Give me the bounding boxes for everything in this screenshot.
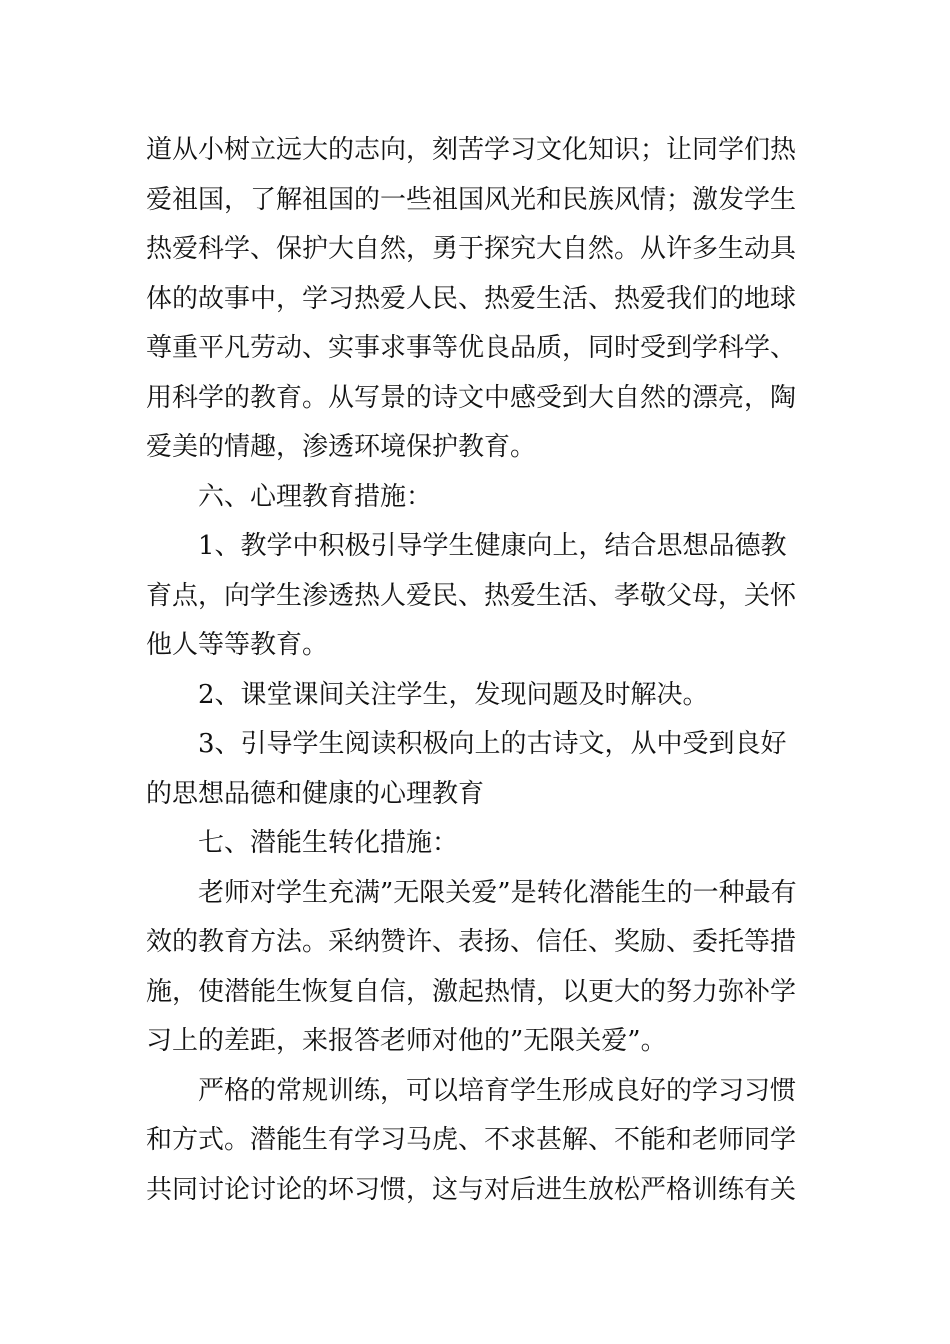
paragraph-unlimited-care: 老师对学生充满”无限关爱”是转化潜能生的一种最有效的教育方法。采纳赞许、表扬、信任、奖励、委托等措施，使潜能生恢复自信，激起热情，以更大的努力弥补学习上的差距，来报答老师对他的”无限关爱”。: [146, 877, 797, 1056]
heading-potential-students: 七、潜能生转化措施：: [198, 828, 459, 858]
heading-psychology-measures: 六、心理教育措施：: [198, 481, 433, 512]
paragraph-item-1: 1、教学中积极引导学生健康向上，结合思想品德教育点，向学生渗透热人爱民、热爱生活、孝敬父母，关怀他人等等教育。: [146, 531, 797, 660]
paragraph-item-2: 2、课堂课间关注学生，发现问题及时解决。: [198, 679, 709, 710]
paragraph-goals-continued: 道从小树立远大的志向，刻苦学习文化知识；让同学们热爱祖国，了解祖国的一些祖国风光和民族风情；激发学生热爱科学、保护大自然，勇于探究大自然。从许多生动具体的故事中，学习热爱人民、热爱生活、热爱我们的地球尊重平凡劳动、实事求事等优良品质，同时受到学科学、用科学的教育。从写景的诗文中感受到大自然的漂亮，陶爱美的情趣，渗透环境保护教育。: [146, 135, 797, 462]
document-body: [146, 126, 806, 1215]
paragraph-item-3: 3、引导学生阅读积极向上的古诗文，从中受到良好的思想品德和健康的心理教育: [146, 729, 787, 809]
paragraph-strict-training: 严格的常规训练，可以培育学生形成良好的学习习惯和方式。潜能生有学习马虎、不求甚解、不能和老师同学共同讨论讨论的坏习惯，这与对后进生放松严格训练有关: [146, 1075, 797, 1205]
